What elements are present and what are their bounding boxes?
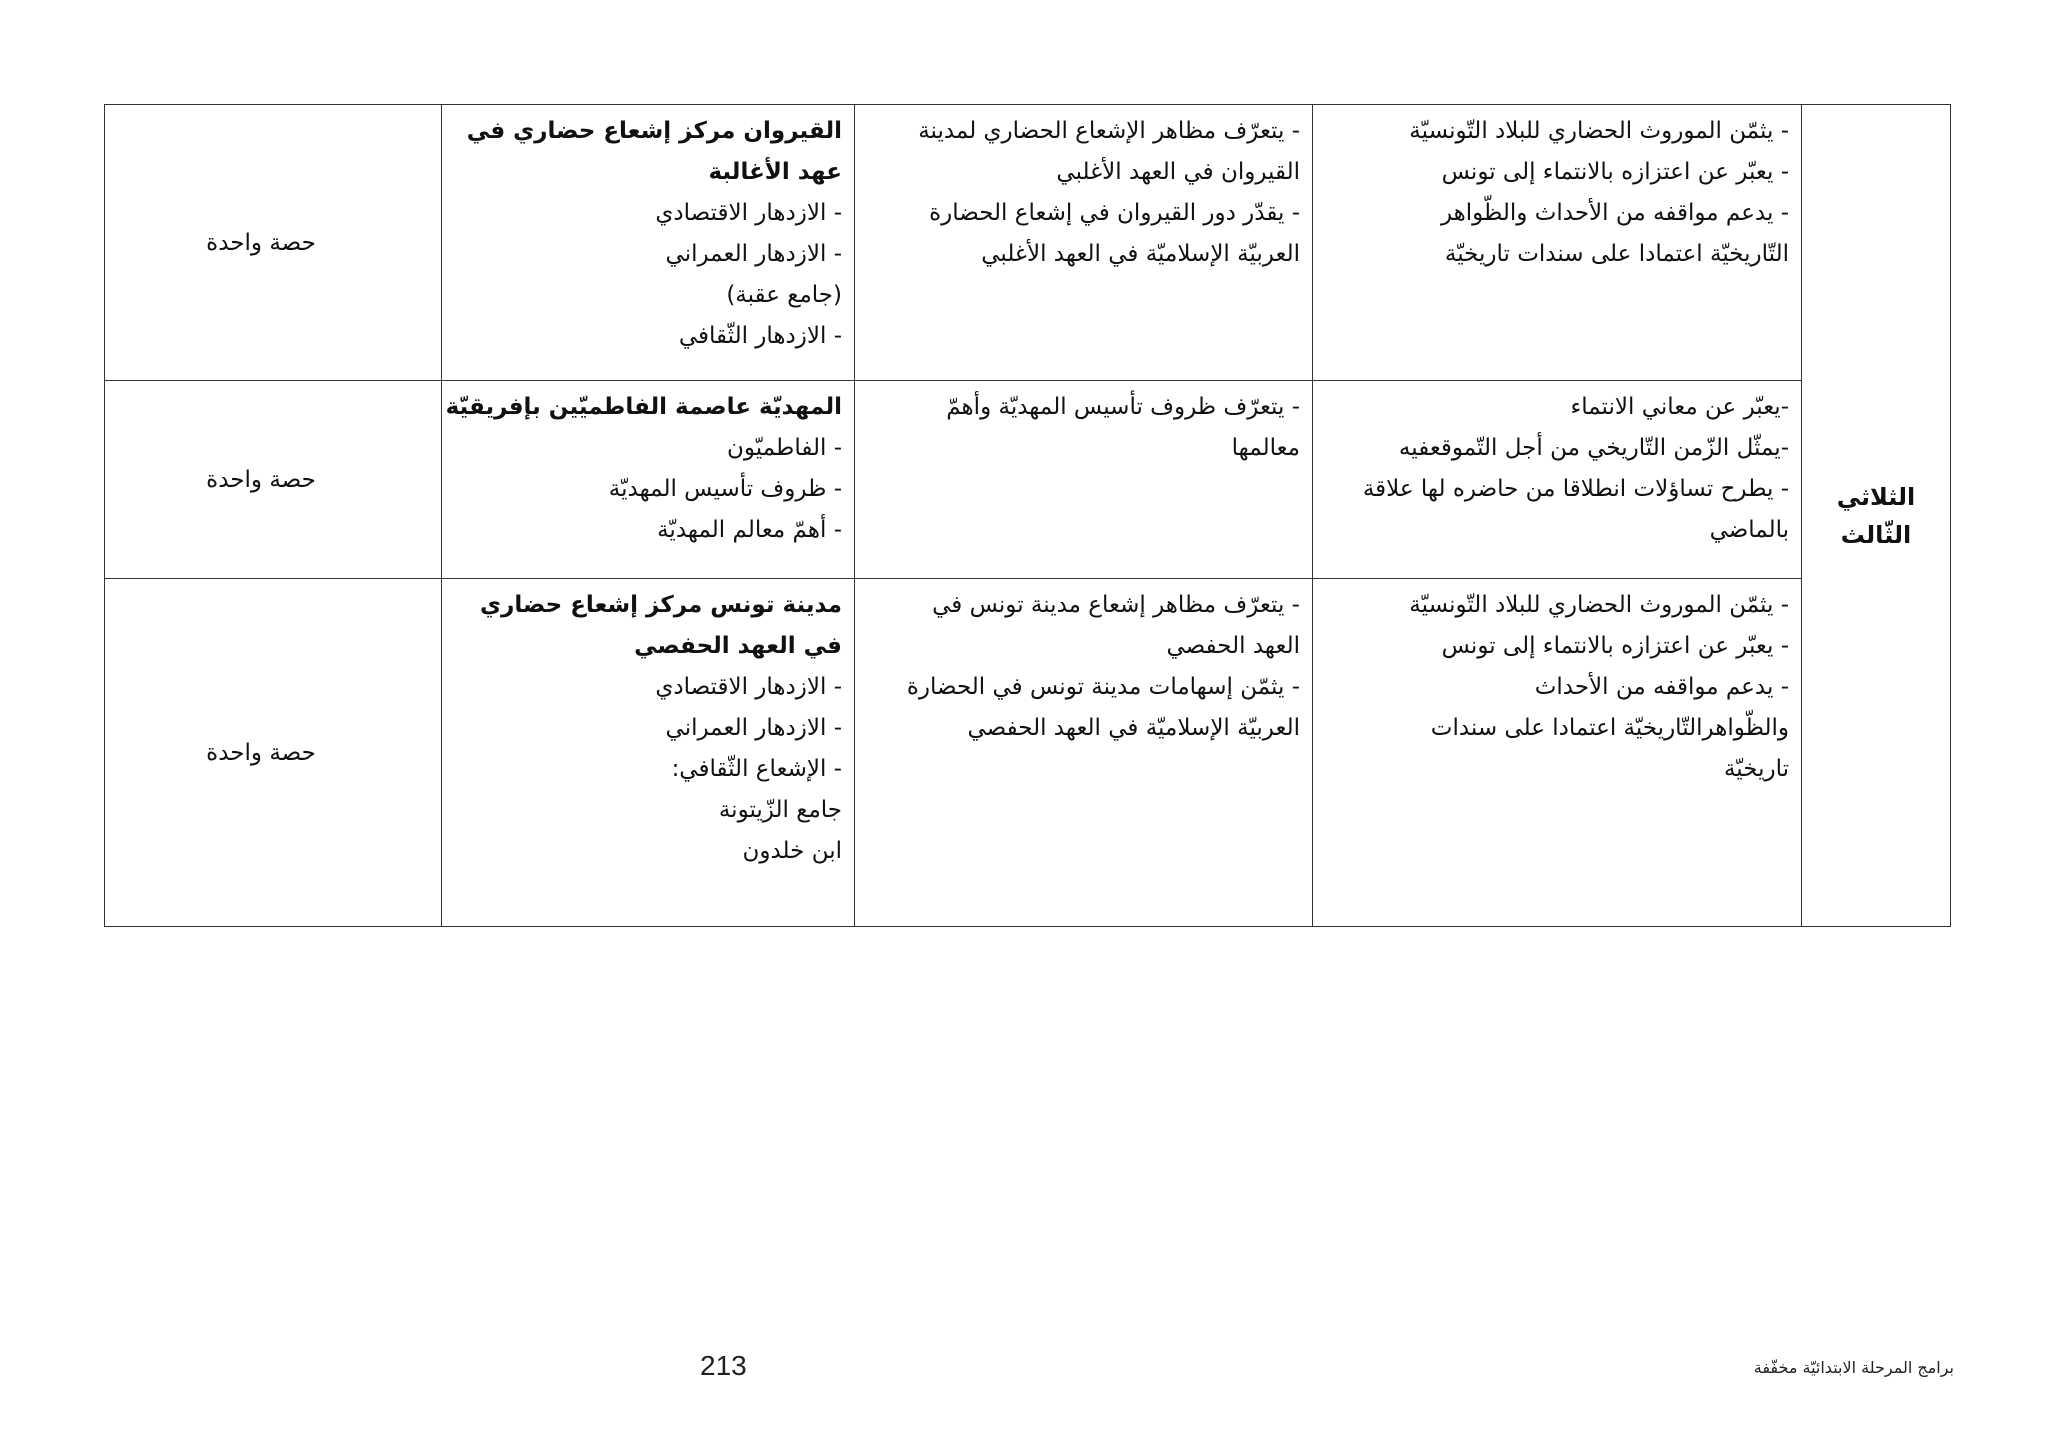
competency-item: - يدعم مواقفه من الأحداث <box>1534 674 1789 700</box>
content-cell <box>442 105 855 381</box>
objective-item: العربيّة الإسلاميّة في العهد الحفصي <box>967 715 1300 741</box>
footer-title: برامج المرحلة الابتدائيّة مخفّفة <box>1753 1358 1954 1377</box>
content-item: - أهمّ معالم المهديّة <box>657 517 842 543</box>
content-item: - الازدهار العمراني <box>665 241 842 267</box>
objectives-cell <box>855 579 1313 927</box>
content-item: (جامع عقبة) <box>726 282 842 308</box>
content-item: - الازدهار الاقتصادي <box>655 200 842 226</box>
competency-item: - يطرح تساؤلات انطلاقا من حاضره لها علاقة <box>1362 476 1789 502</box>
objective-item: العربيّة الإسلاميّة في العهد الأغلبي <box>981 241 1300 267</box>
duration-cell <box>105 381 442 579</box>
content-cell <box>442 579 855 927</box>
duration-text: حصة واحدة <box>206 466 316 493</box>
competency-item: - يثمّن الموروث الحضاري للبلاد التّونسيّة <box>1409 592 1789 618</box>
competency-item: والظّواهرالتّاريخيّة اعتمادا على سندات <box>1430 715 1789 741</box>
table-row <box>105 105 1951 381</box>
objectives-cell <box>855 381 1313 579</box>
content-item: - الازدهار الثّقافي <box>678 323 842 349</box>
content-item: - الازدهار الاقتصادي <box>655 674 842 700</box>
trimester-cell <box>1802 105 1951 927</box>
objective-item: العهد الحفصي <box>1166 633 1300 659</box>
duration-text: حصة واحدة <box>206 229 316 256</box>
trimester-label: الثلاثي <box>1836 482 1916 511</box>
table-row <box>105 579 1951 927</box>
trimester-label: الثّالث <box>1840 520 1912 549</box>
objective-item: - يقدّر دور القيروان في إشعاع الحضارة <box>929 200 1300 226</box>
competency-item: - يعبّر عن اعتزازه بالانتماء إلى تونس <box>1441 159 1789 185</box>
objective-item: - يثمّن إسهامات مدينة تونس في الحضارة <box>906 674 1300 700</box>
objective-item: معالمها <box>1231 435 1300 461</box>
objective-item: - يتعرّف مظاهر إشعاع مدينة تونس في <box>932 592 1300 618</box>
competencies-cell <box>1313 579 1802 927</box>
lesson-title: في العهد الحفصي <box>634 633 842 659</box>
page-number: 213 <box>700 1350 747 1381</box>
competency-item: تاريخيّة <box>1723 756 1789 782</box>
objectives-cell <box>855 105 1313 381</box>
competencies-cell <box>1313 381 1802 579</box>
content-cell <box>442 381 855 579</box>
content-item: - الفاطميّون <box>727 435 842 461</box>
duration-cell <box>105 105 442 381</box>
objective-item: - يتعرّف ظروف تأسيس المهديّة وأهمّ <box>946 394 1300 420</box>
competency-item: - يعبّر عن اعتزازه بالانتماء إلى تونس <box>1441 633 1789 659</box>
lesson-title: القيروان مركز إشعاع حضاري في <box>466 118 842 144</box>
objective-item: - يتعرّف مظاهر الإشعاع الحضاري لمدينة <box>918 118 1300 144</box>
lesson-title: عهد الأغالبة <box>708 159 842 185</box>
content-item: - الإشعاع الثّقافي: <box>671 756 842 782</box>
duration-text: حصة واحدة <box>206 739 316 766</box>
duration-cell <box>105 579 442 927</box>
competency-item: -يمثّل الزّمن التّاريخي من أجل التّموقعفيه <box>1398 435 1789 461</box>
competency-item: - يدعم مواقفه من الأحداث والظّواهر <box>1440 200 1789 226</box>
competencies-cell <box>1313 105 1802 381</box>
lesson-title: مدينة تونس مركز إشعاع حضاري <box>480 592 842 618</box>
content-item: جامع الزّيتونة <box>718 797 842 823</box>
competency-item: - يثمّن الموروث الحضاري للبلاد التّونسيّة <box>1409 118 1789 144</box>
objective-item: القيروان في العهد الأغلبي <box>1056 159 1300 185</box>
competency-item: بالماضي <box>1709 517 1789 543</box>
competency-item: -يعبّر عن معاني الانتماء <box>1570 394 1789 420</box>
table-row <box>105 381 1951 579</box>
content-item: ابن خلدون <box>742 838 842 864</box>
content-item: - الازدهار العمراني <box>665 715 842 741</box>
lesson-title: المهديّة عاصمة الفاطميّين بإفريقيّة <box>445 394 842 420</box>
curriculum-table <box>104 104 1951 927</box>
competency-item: التّاريخيّة اعتمادا على سندات تاريخيّة <box>1444 241 1789 267</box>
content-item: - ظروف تأسيس المهديّة <box>608 476 842 502</box>
